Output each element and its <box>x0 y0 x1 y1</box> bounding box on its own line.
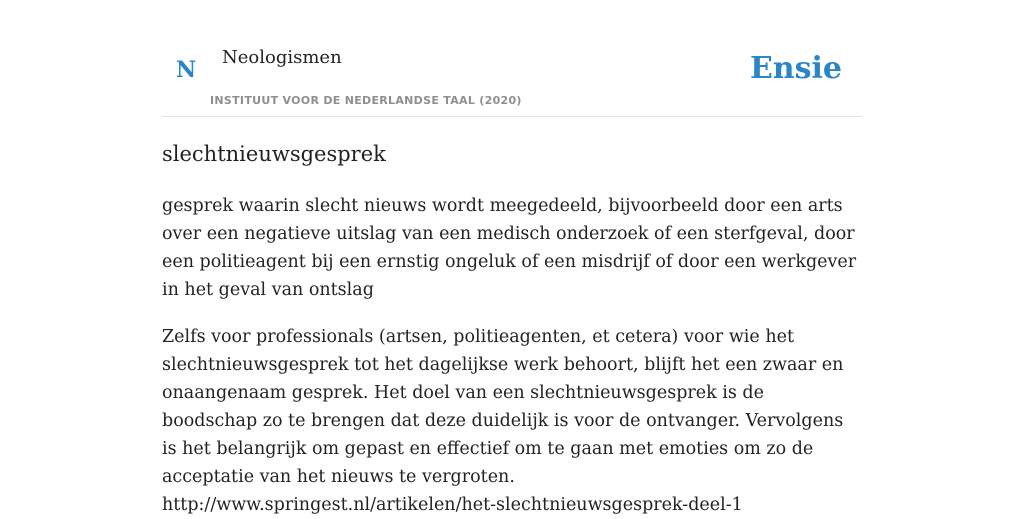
example-text: Zelfs voor professionals (artsen, politieagenten, et cetera) voor wie het slechtnieuwsgesprek tot het dagelijkse werk behoort, blijft het een zwaar en onaangenaam gesprek. Het doel van een slechtnieuwsgesprek is de boodschap zo te brengen dat deze duidelijk is voor de ontvanger. Vervolgens is het belangrijk om gepast en effectief om te gaan met emoties om zo de acceptatie van het nieuws te vergroten. <box>162 327 844 487</box>
source-initial-icon: N <box>176 57 197 83</box>
entry-definition: gesprek waarin slecht nieuws wordt meegedeeld, bijvoorbeeld door een arts over een negatieve uitslag van een medisch onderzoek of een sterfgeval, door een politieagent bij een ernstig ongeluk of een misdrijf of door een werkgever in het geval van ontslag <box>162 196 857 300</box>
ensie-logo[interactable]: Ensie <box>749 51 842 86</box>
entry-term: slechtnieuwsgesprek <box>162 142 386 166</box>
source-title-link[interactable]: Neologismen <box>222 47 342 68</box>
example-source-link[interactable]: http://www.springest.nl/artikelen/het-slechtnieuwsgesprek-deel-1 <box>162 495 743 515</box>
source-publisher: INSTITUUT VOOR DE NEDERLANDSE TAAL (2020) <box>210 94 522 107</box>
entry-card <box>162 0 862 515</box>
entry-example <box>162 323 862 519</box>
source-header <box>162 0 862 117</box>
